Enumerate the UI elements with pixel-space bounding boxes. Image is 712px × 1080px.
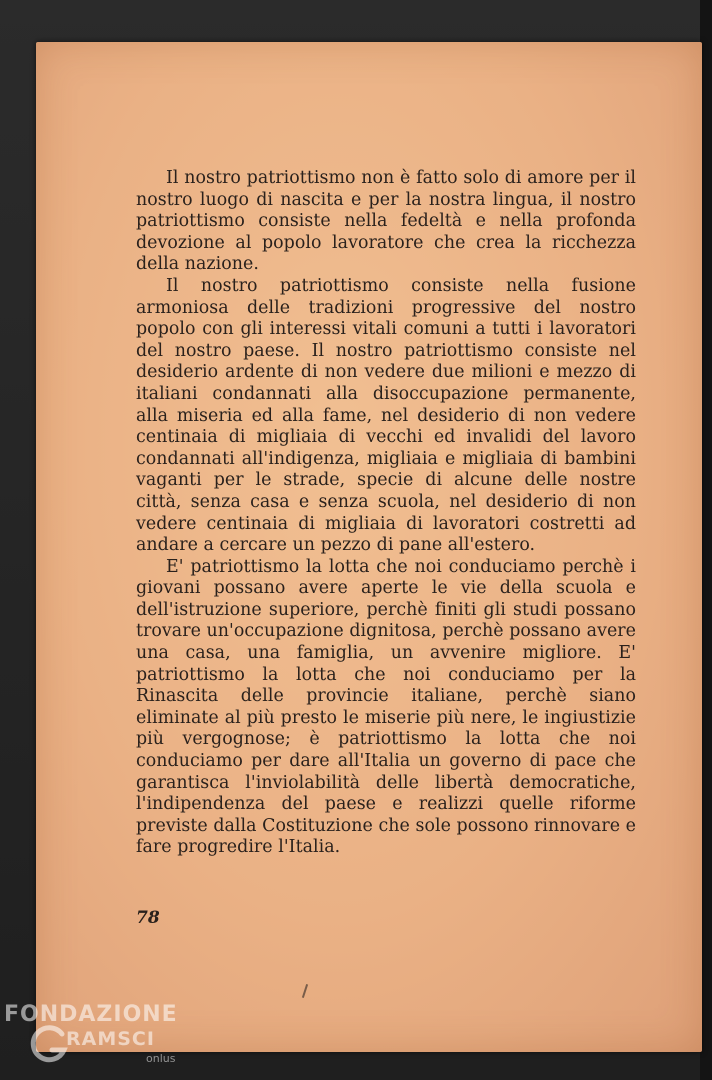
paragraph-3: E' patriottismo la lotta che noi conduciamo perchè i giovani possano avere aperte le vie della scuola e dell'istruzione superiore, perchè finiti gli studi possano trovare un'occupazione dignitosa, perchè possano avere una casa, una famiglia, un avvenire migliore. E' patriottismo la lotta che noi conduciamo per la Rinascita delle provincie italiane, perchè siano eliminate al più presto le miserie più nere, le ingiustizie più vergognose; è patriottismo la lotta che noi conduciamo per dare all'Italia un governo di pace che garantisca l'inviolabilità delle libertà democratiche, l'indipendenza del paese e realizzi quelle riforme previste dalla Costituzione che sole possono rinnovare e fare progredire l'Italia. (136, 556, 636, 858)
gramsci-logo-icon (28, 1024, 70, 1066)
fondazione-gramsci-watermark (4, 998, 204, 1078)
body-text (136, 168, 636, 859)
watermark-subtitle: RAMSCI (66, 1028, 155, 1050)
watermark-title: FONDAZIONE (4, 1002, 178, 1027)
page-number: 78 (136, 908, 160, 928)
paragraph-1: Il nostro patriottismo non è fatto solo di amore per il nostro luogo di nascita e per la nostra lingua, il nostro patriottismo consiste nella fedeltà e nella profonda devozione al popolo lavoratore che crea la ricchezza della nazione. (136, 168, 636, 275)
paragraph-2: Il nostro patriottismo consiste nella fusione armoniosa delle tradizioni progressive del nostro popolo con gli interessi vitali comuni a tutti i lavoratori del nostro paese. Il nostro patriottismo consiste nel desiderio ardente di non vedere due milioni e mezzo di italiani condannati alla disoccupazione permanente, alla miseria ed alla fame, nel desiderio di non vedere centinaia di migliaia di vecchi ed invalidi del lavoro condannati all'indigenza, migliaia e migliaia di bambini vaganti per le strade, specie di alcune delle nostre città, senza casa e senza scuola, nel desiderio di non vedere centinaia di migliaia di lavoratori costretti ad andare a cercare un pezzo di pane all'estero. (136, 275, 636, 556)
watermark-onlus: onlus (146, 1052, 176, 1065)
